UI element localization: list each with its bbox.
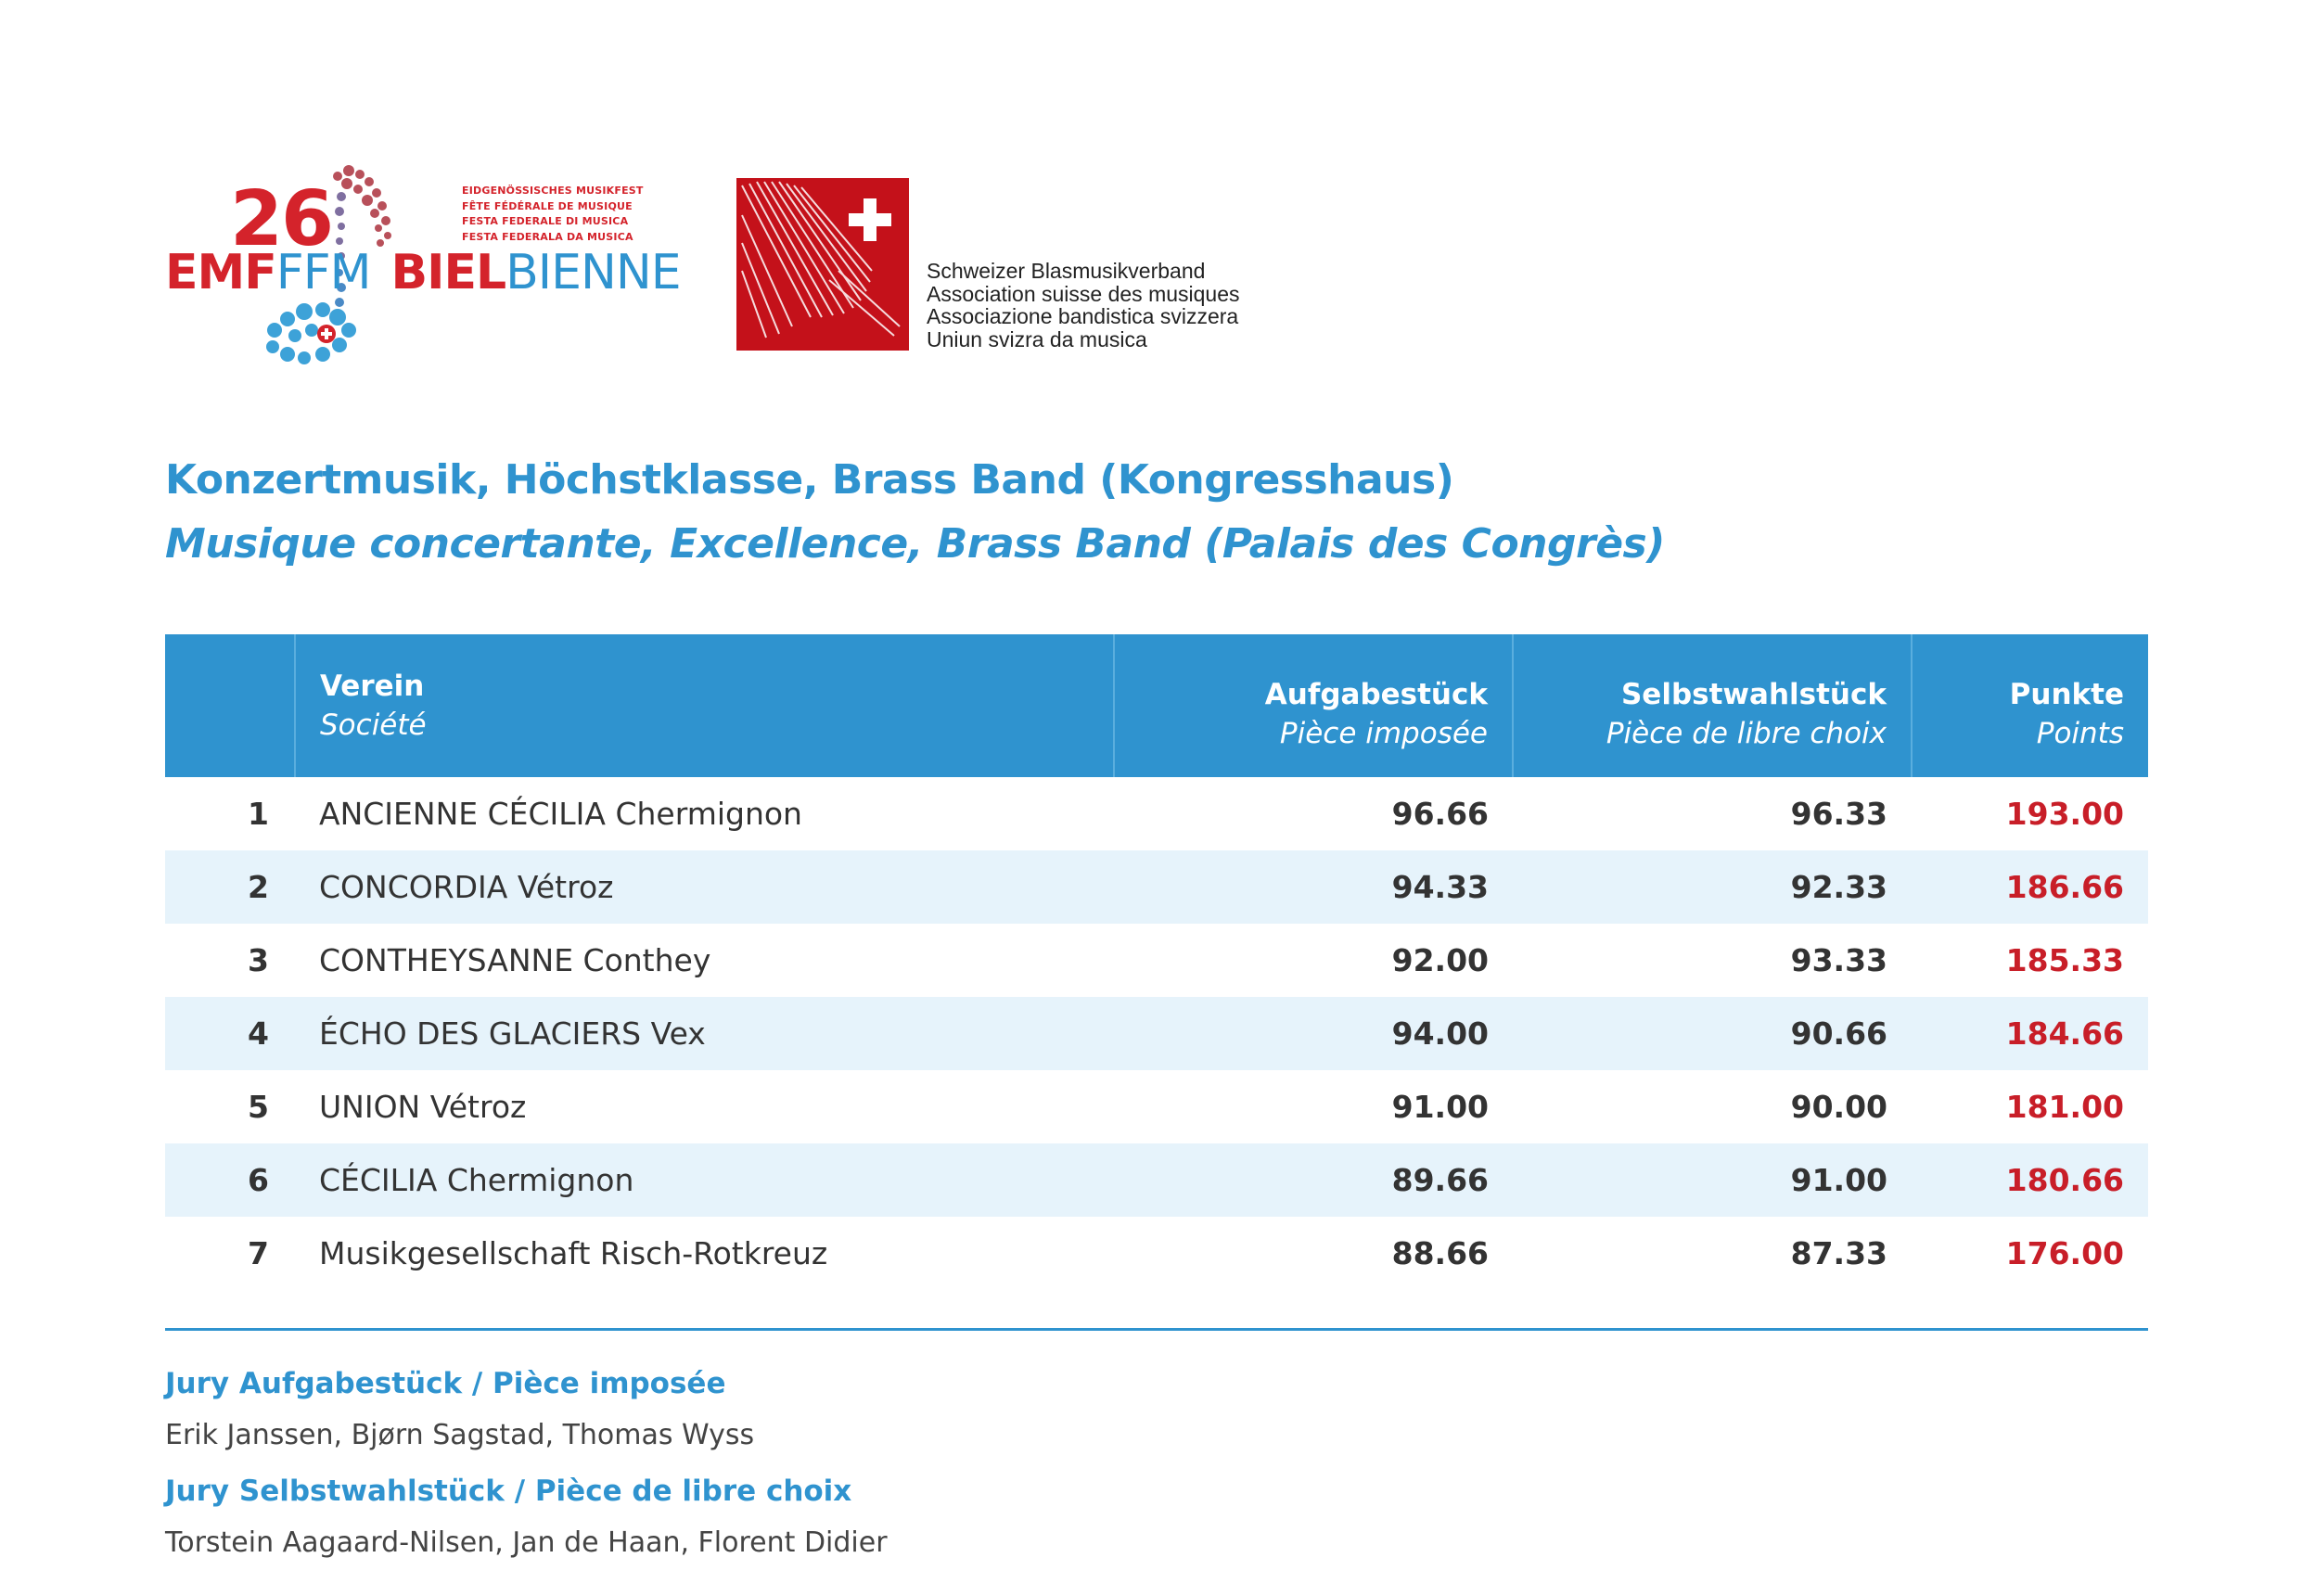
cell-aufgabe: 88.66 bbox=[1391, 1235, 1489, 1271]
table-row bbox=[165, 777, 2148, 850]
cell-rank: 5 bbox=[248, 1089, 269, 1125]
table-row bbox=[165, 924, 2148, 997]
emf-logo-wordmark bbox=[165, 245, 681, 300]
emf-word-emf: EMF bbox=[165, 245, 276, 300]
cell-selbst: 91.00 bbox=[1513, 1143, 1912, 1217]
cell-selbst: 90.66 bbox=[1513, 997, 1912, 1070]
emf-word-bienne: BIENNE bbox=[505, 245, 681, 300]
cell-verein: UNION Vétroz bbox=[319, 1089, 527, 1125]
table-row bbox=[165, 1217, 2148, 1290]
cell-rank: 2 bbox=[165, 850, 295, 924]
header-punkte bbox=[1912, 634, 2148, 777]
header-verein-fr: Société bbox=[320, 709, 427, 742]
table-row bbox=[165, 850, 2148, 924]
cell-verein: ÉCHO DES GLACIERS Vex bbox=[295, 997, 1114, 1070]
cell-punkte: 193.00 bbox=[2005, 796, 2124, 832]
sbv-association-names bbox=[927, 260, 1240, 351]
emf-subtitle-de: EIDGENÖSSISCHES MUSIKFEST bbox=[462, 185, 644, 197]
header-verein-de: Verein bbox=[320, 670, 425, 703]
header-selbst-fr: Pièce de libre choix bbox=[1606, 717, 1887, 750]
cell-rank: 1 bbox=[248, 796, 269, 832]
swiss-cross-flag-icon bbox=[736, 178, 913, 351]
cell-aufgabe: 96.66 bbox=[1391, 796, 1489, 832]
page-title-fr: Musique concertante, Excellence, Brass Band (Palais des Congrès) bbox=[165, 520, 1665, 568]
header-aufgabe-fr: Pièce imposée bbox=[1279, 717, 1488, 750]
cell-verein: Musikgesellschaft Risch-Rotkreuz bbox=[319, 1235, 828, 1271]
emf-subtitle-fr: FÊTE FÉDÉRALE DE MUSIQUE bbox=[462, 199, 633, 212]
cell-verein: ANCIENNE CÉCILIA Chermignon bbox=[319, 796, 802, 832]
cell-selbst: 87.33 bbox=[1790, 1235, 1887, 1271]
cell-aufgabe: 94.00 bbox=[1114, 997, 1513, 1070]
sbv-logo bbox=[736, 178, 1386, 354]
jury-selbst-title: Jury Selbstwahlstück / Pièce de libre choix bbox=[165, 1475, 852, 1508]
sbv-name-rm: Uniun svizra da musica bbox=[927, 326, 1147, 351]
header-selbst bbox=[1513, 634, 1912, 777]
cell-selbst: 93.33 bbox=[1790, 942, 1887, 978]
emf-subtitle-it: FESTA FEDERALE DI MUSICA bbox=[462, 215, 629, 227]
cell-rank: 7 bbox=[248, 1235, 269, 1271]
header-rank bbox=[165, 634, 295, 777]
cell-punkte: 186.66 bbox=[1912, 850, 2148, 924]
header-aufgabe bbox=[1114, 634, 1513, 777]
jury-aufgabe-names: Erik Janssen, Bjørn Sagstad, Thomas Wyss bbox=[165, 1419, 755, 1451]
cell-aufgabe: 89.66 bbox=[1114, 1143, 1513, 1217]
section-divider bbox=[165, 1328, 2148, 1331]
cell-verein: CONTHEYSANNE Conthey bbox=[319, 942, 711, 978]
cell-rank: 4 bbox=[165, 997, 295, 1070]
emf-word-biel: BIEL bbox=[390, 245, 506, 300]
cell-verein: CÉCILIA Chermignon bbox=[295, 1143, 1114, 1217]
emf-biel-bienne-logo bbox=[165, 163, 681, 367]
jury-selbst-names: Torstein Aagaard-Nilsen, Jan de Haan, Florent Didier bbox=[165, 1526, 888, 1559]
sbv-name-fr: Association suisse des musiques bbox=[927, 281, 1240, 306]
cell-punkte: 184.66 bbox=[1912, 997, 2148, 1070]
jury-aufgabe-title: Jury Aufgabestück / Pièce imposée bbox=[165, 1367, 726, 1400]
results-table bbox=[165, 634, 2148, 1290]
cell-aufgabe: 92.00 bbox=[1391, 942, 1489, 978]
sbv-name-it: Associazione bandistica svizzera bbox=[927, 304, 1239, 328]
page-title-de: Konzertmusik, Höchstklasse, Brass Band (Kongresshaus) bbox=[165, 456, 1454, 504]
cell-selbst: 92.33 bbox=[1513, 850, 1912, 924]
header-aufgabe-de: Aufgabestück bbox=[1264, 678, 1488, 711]
cell-rank: 3 bbox=[248, 942, 269, 978]
cell-punkte: 185.33 bbox=[2005, 942, 2124, 978]
cell-aufgabe: 91.00 bbox=[1391, 1089, 1489, 1125]
table-row bbox=[165, 1070, 2148, 1143]
emf-word-ffm: FFM bbox=[275, 245, 371, 300]
cell-selbst: 96.33 bbox=[1790, 796, 1887, 832]
emf-subtitle-rm: FESTA FEDERALA DA MUSICA bbox=[462, 230, 633, 243]
cell-aufgabe: 94.33 bbox=[1114, 850, 1513, 924]
cell-punkte: 176.00 bbox=[2005, 1235, 2124, 1271]
cell-verein: CONCORDIA Vétroz bbox=[295, 850, 1114, 924]
header-selbst-de: Selbstwahlstück bbox=[1620, 678, 1887, 711]
header-verein bbox=[295, 634, 1114, 777]
table-header-row bbox=[165, 634, 2148, 777]
sbv-name-de: Schweizer Blasmusikverband bbox=[927, 259, 1206, 283]
emf-edition-number: 26 bbox=[230, 175, 333, 263]
header-punkte-de: Punkte bbox=[2009, 678, 2124, 711]
cell-rank: 6 bbox=[165, 1143, 295, 1217]
cell-selbst: 90.00 bbox=[1790, 1089, 1887, 1125]
header-punkte-fr: Points bbox=[2036, 717, 2124, 750]
cell-punkte: 180.66 bbox=[1912, 1143, 2148, 1217]
emf-festival-names bbox=[462, 184, 644, 245]
cell-punkte: 181.00 bbox=[2005, 1089, 2124, 1125]
logo-bar bbox=[165, 163, 1371, 367]
table-row bbox=[165, 1143, 2148, 1217]
table-row bbox=[165, 997, 2148, 1070]
